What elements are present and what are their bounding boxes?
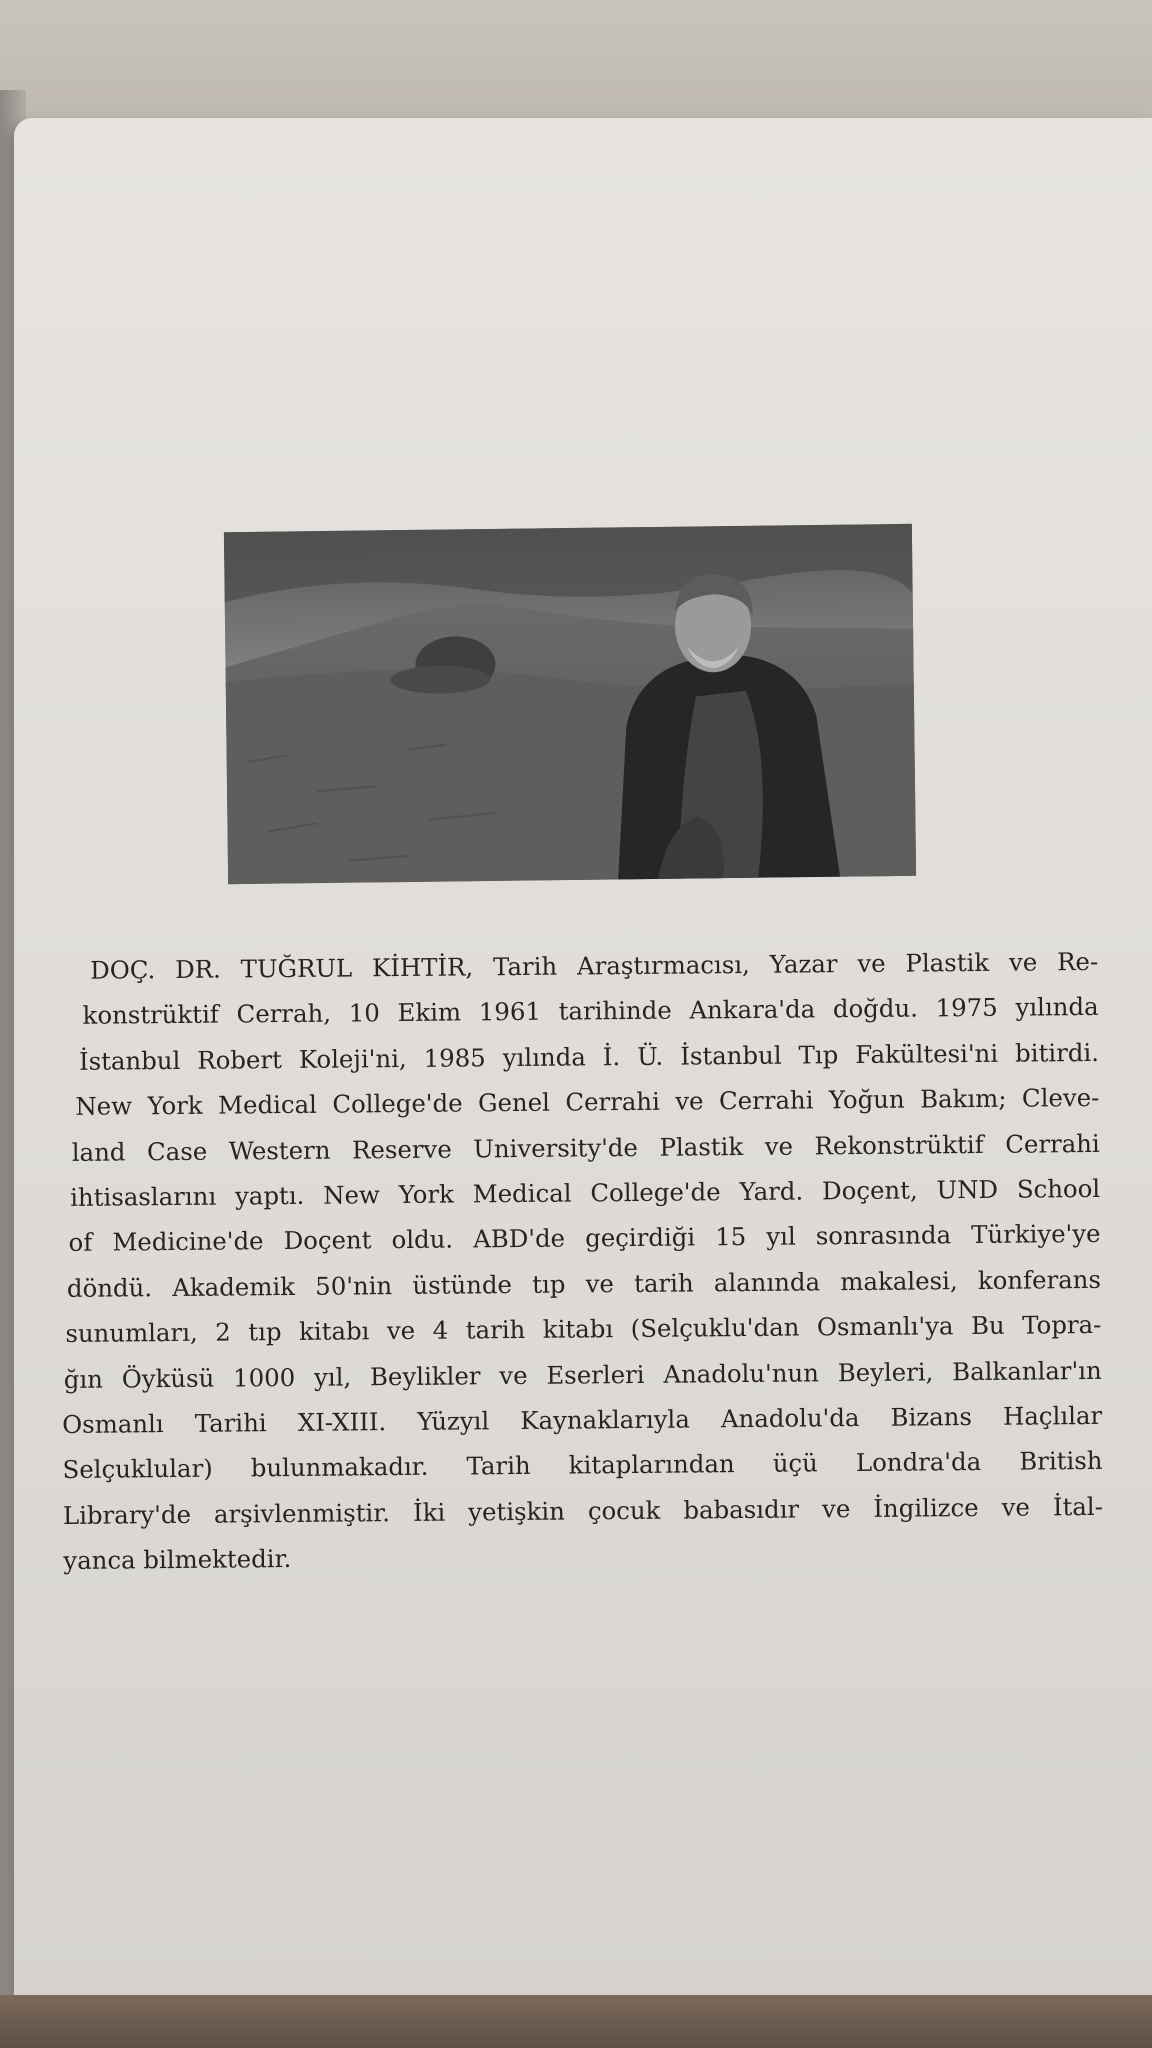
bio-line: sunumları, 2 tıp kitabı ve 4 tarih kitabı (Selçuklu'dan Osmanlı'ya Bu Topra-: [65, 1310, 1102, 1349]
author-photo: [224, 524, 916, 884]
bio-line: of Medicine'de Doçent oldu. ABD'de geçirdiği 15 yıl sonrasında Türkiye'ye: [68, 1219, 1101, 1258]
bio-line: döndü. Akademik 50'nin üstünde tıp ve tarih alanında makalesi, konferans: [66, 1264, 1102, 1303]
bio-line: land Case Western Reserve University'de Plastik ve Rekonstrüktif Cerrahi: [71, 1128, 1100, 1167]
bio-line: İstanbul Robert Koleji'ni, 1985 yılında İ. Ü. İstanbul Tıp Fakültesi'ni bitirdi.: [78, 1037, 1100, 1076]
bio-line: yanca bilmektedir.: [63, 1544, 292, 1576]
bio-line: ğın Öyküsü 1000 yıl, Beylikler ve Eserleri Anadolu'nun Beyleri, Balkanlar'ın: [63, 1355, 1102, 1394]
bio-line: Selçuklular) bulunmakadır. Tarih kitaplarından üçü Londra'da British: [62, 1446, 1103, 1485]
bio-line: konstrüktif Cerrah, 10 Ekim 1961 tarihinde Ankara'da doğdu. 1975 yılında: [82, 992, 1099, 1031]
portrait-photo-icon: [224, 524, 916, 884]
bio-line: New York Medical College'de Genel Cerrahi ve Cerrahi Yoğun Bakım; Cleve-: [75, 1083, 1100, 1122]
bio-line: DOÇ. DR. TUĞRUL KİHTİR, Tarih Araştırmacısı, Yazar ve Plastik ve Re-: [90, 946, 1099, 985]
bio-line: ihtisaslarını yaptı. New York Medical College'de Yard. Doçent, UND School: [70, 1173, 1101, 1212]
bio-line: Osmanlı Tarihi XI-XIII. Yüzyıl Kaynaklarıyla Anadolu'da Bizans Haçlılar: [62, 1400, 1103, 1440]
table-surface: [0, 1995, 1152, 2048]
author-biography: [58, 939, 1104, 1584]
bio-line: Library'de arşivlenmiştir. İki yetişkin çocuk babasıdır ve İngilizce ve İtal-: [62, 1491, 1104, 1530]
